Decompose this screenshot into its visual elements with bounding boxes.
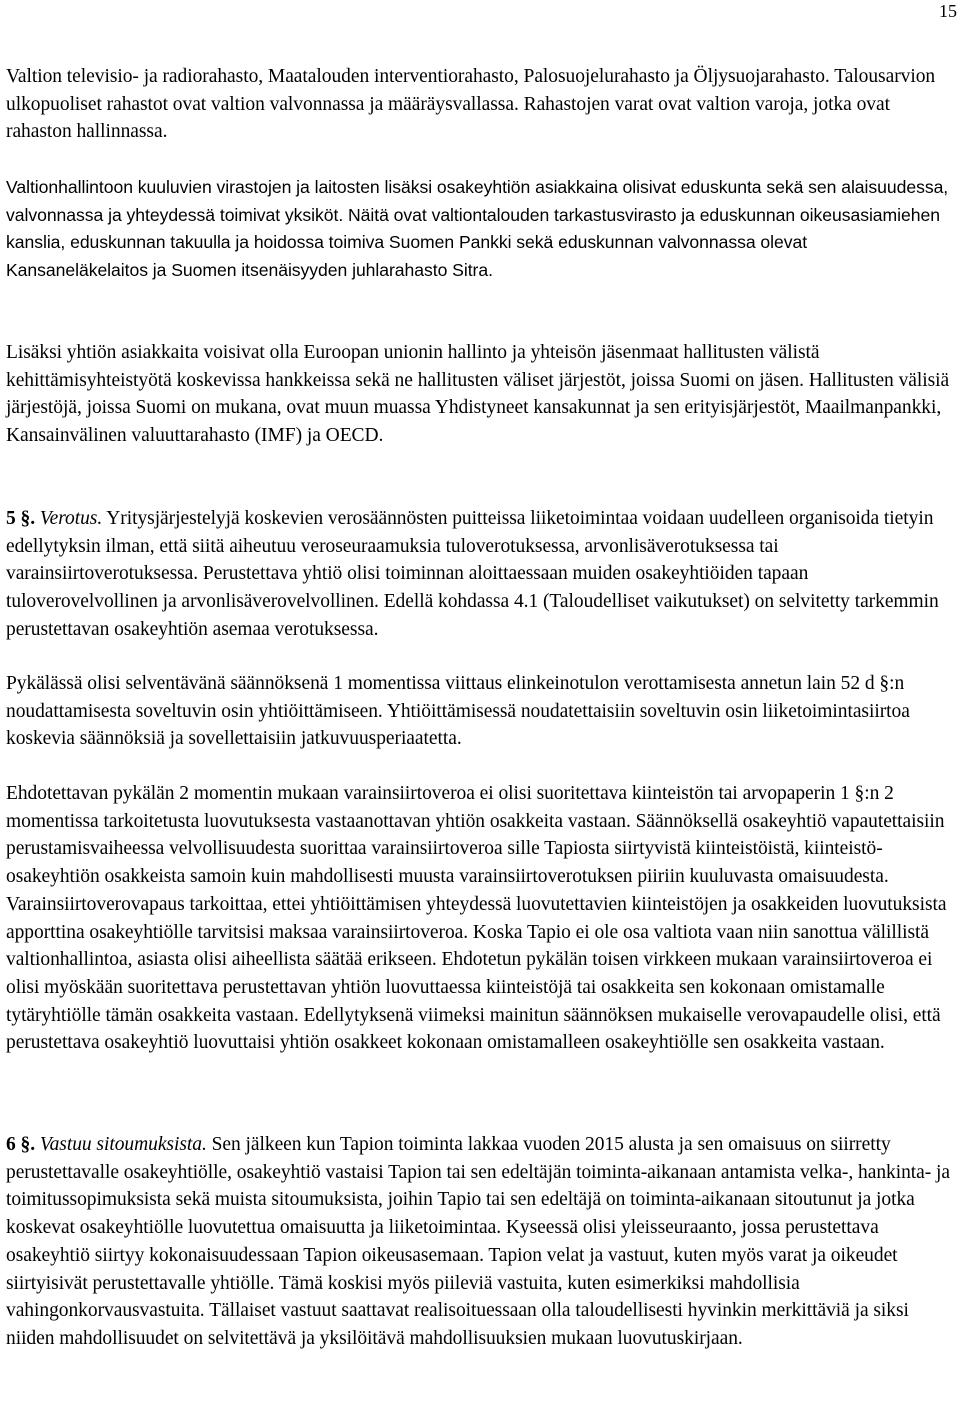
paragraph-text: Sen jälkeen kun Tapion toiminta lakkaa vuoden 2015 alusta ja sen omaisuus on siirretty perustettavalle osakeyhtiölle, osakeyhtiö vastaisi Tapion tai sen edeltäjän toiminta-aikanaan antamista velka-, hankinta- ja toimitussopimuksista sekä muista sitoumuksista, joihin Tapio tai sen edeltäjä on toiminta-aikanaan sitoutunut ja jotka koskevat osakeyhtiölle luovutettua omaisuutta ja liiketoimintaa. [6,1134,951,1239]
paragraph-text: Ehdotettavan pykälän 2 momentin mukaan varainsiirtoveroa ei olisi suoritettava kiinteistön tai arvopaperin 1 §:n 2 momentissa tarkoitetusta luovutuksesta vastaanottavan yhtiön osakkeita vastaan. Säännöksellä osakeyhtiö vapautettaisiin perustamisvaiheessa velvollisuudesta suorittaa varainsiirtoveroa sille Tapiosta siirtyvistä kiinteistöistä, kiinteistö-osakeyhtiön osakkeista samoin kuin mahdollisesti muusta varainsiirtoverotuksen piiriin kuuluvasta omaisuudesta. Varainsiirtoverovapaus tarkoittaa, ettei yhtiöittämisen yhteydessä luovutettavien kiinteistöjen ja osakkeiden luovutuksista apporttina osakeyhtiölle tarvitsisi maksaa varainsiirtoveroa. Koska Tapio ei ole osa valtiota vaan niin sanottua välillistä valtionhallintoa, asiasta olisi aiheellista säätää erikseen. Ehdotetun pykälän toisen virkkeen mukaan varainsiirtoveroa ei olisi myöskään suoritettava perustettavan yhtiön luovuttaessa kiinteistöjä tai osakkeita sen kokonaan omistamalle tytäryhtiölle tämän osakkeita vastaan. Edellytyksenä viimeksi mainitun säännöksen mukaiselle verovapaudelle olisi, että perustettava osakeyhtiö luovuttaisi yhtiön osakkeet kokonaan omistamalleen osakeyhtiölle sen osakkeita vastaan. [6,783,947,1054]
paragraph-funds [6,63,952,146]
paragraph-text: Rahastojen varat ovat valtion varoja, jotka ovat rahaston hallinnassa. [6,93,890,143]
paragraph-transfer-tax [6,780,952,1057]
section-5-taxation [6,505,952,644]
paragraph-text: Kyseessä olisi yleisseuraanto, jossa perustettava osakeyhtiö siirtyy kokonaisuudessaan Tapion oikeusasemaan. Tapion velat ja vastuut, kuten myös varat ja oikeudet siirtyisivät perustettavalle yhtiölle. Tämä koskisi myös piileviä vastuita, kuten esimerkiksi mahdollisia vahingonkorvausvastuita. Tällaiset vastuut saattavat realisoituessaan olla taloudellisesti hyvinkin merkittäviä ja siksi niiden mahdollisuudet on selvitettävä ja yksilöitävä mahdollisuuksien mukaan luovutuskirjaan. [6,1217,909,1349]
paragraph-text-sans: Näitä ovat valtiontalouden tarkastusvirasto ja eduskunnan oikeusasiamiehen kanslia, eduskunnan takuulla ja hoidossa toimiva Suomen Pankki sekä eduskunnan valvonnassa olevat Kansaneläkelaitos ja Suomen itsenäisyyden juhlarahasto Sitra. [6,204,940,281]
paragraph-text-sans: Valtionhallintoon kuuluvien virastojen ja laitosten lisäksi osakeyhtiön asiakkaina olisivat eduskunta sekä sen alaisuudessa, valvonnassa ja yhteydessä toimivat yksiköt. [6,177,949,225]
paragraph-clients [6,174,952,285]
section-6-liability [6,1131,952,1353]
paragraph-eu-clients [6,339,952,450]
page-number: 15 [939,1,957,21]
paragraph-text: Valtion televisio- ja radiorahasto, Maatalouden interventiorahasto, Palosuojelurahasto ja Öljysuojarahasto. Talousarvion ulkopuoliset rahastot ovat valtion valvonnassa ja määräysvallassa. [6,66,936,115]
paragraph-text: Pykälässä olisi selventävänä säännöksenä 1 momentissa viittaus elinkeinotulon verottamisesta annetun lain 52 d §:n noudattamisesta soveltuvin osin yhtiöittämiseen. Yhtiöittämisessä noudatettaisiin soveltuvin osin liiketoimintasiirtoa koskevia säännöksiä ja sovellettaisiin jatkuvuusperiaatetta. [6,673,910,750]
paragraph-income-tax [6,670,952,753]
paragraph-text: Yritysjärjestelyjä koskevien verosäännösten puitteissa liiketoimintaa voidaan uudelleen organisoida tietyin edellytyksin ilman, että siitä aiheutuu veroseuraamuksia tuloverotuksessa, arvonlisäverotuksessa tai varainsiirtoverotuksessa. Perustettava yhtiö olisi toiminnan aloittaessaan muiden osakeyhtiöiden tapaan tuloverovelvollinen ja arvonlisäverovelvollinen. Edellä kohdassa 4.1 (Taloudelliset vaikutukset) on selvitetty tarkemmin perustettavan osakeyhtiön asemaa verotuksessa. [6,508,939,640]
section-number: 6 §. [6,1134,36,1155]
paragraph-text: Lisäksi yhtiön asiakkaita voisivat olla Euroopan unionin hallinto ja yhteisön jäsenmaat hallitusten välistä kehittämisyhteistyötä koskevissa hankkeissa sekä ne hallitusten väliset järjestöt, joissa Suomi on jäsen. Hallitusten välisiä järjestöjä, joissa Suomi on mukana, ovat muun muassa Yhdistyneet kansakunnat ja sen erityisjärjestöt, Maailmanpankki, Kansainvälinen valuuttarahasto (IMF) ja OECD. [6,342,950,447]
section-title: Vastuu sitoumuksista. [35,1134,207,1155]
section-title: Verotus. [35,508,103,529]
section-number: 5 §. [6,508,36,529]
